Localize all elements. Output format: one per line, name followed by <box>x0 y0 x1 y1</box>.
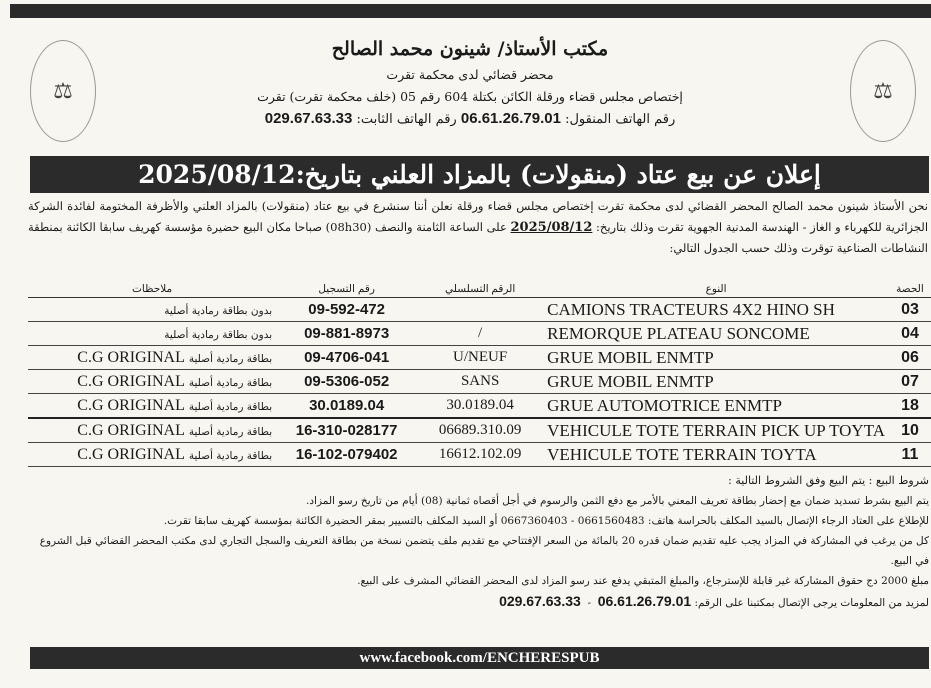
auction-date: 2025/08/12 <box>510 220 593 235</box>
condition-line: مبلغ 2000 دج حقوق المشاركة غير قابلة للإسترجاع، والمبلغ المتبقي يدفع عند رسو المزاد لدى المحضر القضائي المشرف على البيع. <box>357 575 929 587</box>
header-serial: الرقم التسلسلي <box>417 281 543 298</box>
lot-serial: 16612.102.09 <box>417 443 543 467</box>
lot-observation <box>28 370 276 394</box>
lot-number: 11 <box>889 443 931 467</box>
obs-cg: C.G ORIGINAL <box>77 421 185 439</box>
lot-type: GRUE MOBIL ENMTP <box>543 346 889 370</box>
obs-text: بطاقة رمادية أصلية <box>188 425 273 438</box>
lot-observation <box>28 298 276 322</box>
table-row <box>28 322 931 346</box>
lot-observation <box>28 394 276 419</box>
lot-number: 18 <box>889 394 931 419</box>
lot-type: GRUE AUTOMOTRICE ENMTP <box>543 394 889 419</box>
contact-line: لمزيد من المعلومات يرجى الإتصال بمكتبنا على الرقم: 06.61.26.79.01 - 029.67.63.33 <box>499 593 929 609</box>
contact-mobile: 06.61.26.79.01 <box>597 593 692 609</box>
mobile-label: رقم الهاتف المنقول: <box>565 112 676 127</box>
lot-registration: 09-5306-052 <box>276 370 417 394</box>
table-row <box>28 346 931 370</box>
scales-of-justice-icon: ⚖ <box>30 40 96 142</box>
lot-type: REMORQUE PLATEAU SONCOME <box>543 322 889 346</box>
lot-number: 04 <box>889 322 931 346</box>
lot-registration: 09-881-8973 <box>276 322 417 346</box>
condition-line: يتم البيع بشرط تسديد ضمان مع إحضار بطاقة تعريف المعني بالأمر مع دفع الثمن والرسوم في أجل أقصاه ثمانية (08) أيام من تاريخ رسو المزاد. <box>306 495 929 507</box>
obs-text: بطاقة رمادية أصلية <box>188 449 273 462</box>
header-type: النوع <box>543 281 889 298</box>
lot-registration: 09-4706-041 <box>276 346 417 370</box>
intro-part1: نحن الأستاذ شينون محمد الصالح المحضر القضائي لدى محكمة تقرت إختصاص مجلس قضاء ورقلة نعلن أننا سنشرع في بيع عتاد (منقولات) بالمزاد العلني والأظرفة المختومة لفائدة الشركة الجزائرية للكهرباء و الغاز - الهندسة المدنية الجهوية تقرت وذلك بتاريخ: <box>28 199 929 234</box>
condition-line: كل من يرغب في المشاركة في المزاد يجب عليه تقديم ضمان قدره 20 بالمائة من السعر الإفتتاحي مع تقديم ملف يتضمن نسخة من بطاقة التعريف والسجل التجاري لدى مكتب المحضر القضائي قبل الشروع في البيع. <box>39 535 929 567</box>
intro-paragraph <box>28 196 928 259</box>
table-row <box>28 418 931 443</box>
contact-fixed: 029.67.63.33 <box>499 593 581 609</box>
lot-serial: U/NEUF <box>417 346 543 370</box>
scales-of-justice-icon: ⚖ <box>850 40 916 142</box>
lot-serial: / <box>417 322 543 346</box>
table-row <box>28 298 931 322</box>
table-row <box>28 370 931 394</box>
obs-cg: C.G ORIGINAL <box>77 396 185 414</box>
obs-text: بطاقة رمادية أصلية <box>188 352 273 365</box>
lot-observation <box>28 322 276 346</box>
fixed-label: رقم الهاتف الثابت: <box>356 112 457 127</box>
lot-type: GRUE MOBIL ENMTP <box>543 370 889 394</box>
obs-cg: C.G ORIGINAL <box>77 348 185 366</box>
lot-serial: 06689.310.09 <box>417 418 543 443</box>
office-header <box>110 38 830 131</box>
lot-registration: 09-592-472 <box>276 298 417 322</box>
fixed-number: 029.67.63.33 <box>264 110 353 127</box>
conditions-section <box>28 471 929 613</box>
header-no: الحصة <box>889 281 931 298</box>
intro-part2: على الساعة الثامنة والنصف (08h30) صباحا مكان البيع حضيرة مؤسسة كهريف سابقا الكائنة بمنطقة النشاطات الصناعية توقرت وذلك حسب الجدول التالي: <box>28 220 928 255</box>
obs-text: بطاقة رمادية أصلية <box>188 400 273 413</box>
office-phones <box>110 108 830 131</box>
lots-table <box>28 281 931 467</box>
header-reg: رقم التسجيل <box>276 281 417 298</box>
table-row <box>28 443 931 467</box>
obs-cg: C.G ORIGINAL <box>77 445 185 463</box>
lot-observation <box>28 346 276 370</box>
obs-text: بدون بطاقة رمادية أصلية <box>164 304 273 317</box>
contact-label: لمزيد من المعلومات يرجى الإتصال بمكتبنا على الرقم: <box>694 597 929 609</box>
obs-text: بطاقة رمادية أصلية <box>188 376 273 389</box>
auction-banner: إعلان عن بيع عتاد (منقولات) بالمزاد العلني بتاريخ:2025/08/12 <box>30 156 929 193</box>
lot-serial: 30.0189.04 <box>417 394 543 419</box>
lot-number: 07 <box>889 370 931 394</box>
table-row <box>28 394 931 419</box>
lot-registration: 16-310-028177 <box>276 418 417 443</box>
lot-type: CAMIONS TRACTEURS 4X2 HINO SH <box>543 298 889 322</box>
office-title: مكتب الأستاذ/ شينون محمد الصالح <box>331 38 609 60</box>
lot-registration: 16-102-079402 <box>276 443 417 467</box>
lot-observation <box>28 418 276 443</box>
conditions-title: شروط البيع : يتم البيع وفق الشروط التالية : <box>728 474 929 487</box>
lot-registration: 30.0189.04 <box>276 394 417 419</box>
lot-number: 06 <box>889 346 931 370</box>
facebook-link[interactable]: www.facebook.com/ENCHERESPUB <box>30 647 929 669</box>
obs-cg: C.G ORIGINAL <box>77 372 185 390</box>
lot-observation <box>28 443 276 467</box>
lot-type: VEHICULE TOTE TERRAIN PICK UP TOYTA <box>543 418 889 443</box>
lot-number: 03 <box>889 298 931 322</box>
office-jurisdiction: إختصاص مجلس قضاء ورقلة الكائن بكتلة 604 رقم 05 (خلف محكمة تقرت) تقرت <box>257 89 683 104</box>
mobile-number: 06.61.26.79.01 <box>460 110 561 127</box>
lot-type: VEHICULE TOTE TERRAIN TOYTA <box>543 443 889 467</box>
lot-number: 10 <box>889 418 931 443</box>
top-bar <box>10 4 931 18</box>
header-obs: ملاحظات <box>28 281 276 298</box>
office-subtitle: محضر قضائي لدى محكمة تقرت <box>386 67 554 82</box>
lot-serial <box>417 298 543 322</box>
condition-line: للإطلاع على العتاد الرجاء الإتصال بالسيد المكلف بالحراسة هاتف: 0661560483 - 0667360403 أو السيد المكلف بالتسيير بمقر الحضيرة الكائنة بمؤسسة كهريف سابقا تقرت. <box>163 515 929 527</box>
lot-serial: SANS <box>417 370 543 394</box>
table-header-row <box>28 281 931 298</box>
obs-text: بدون بطاقة رمادية أصلية <box>164 328 273 341</box>
